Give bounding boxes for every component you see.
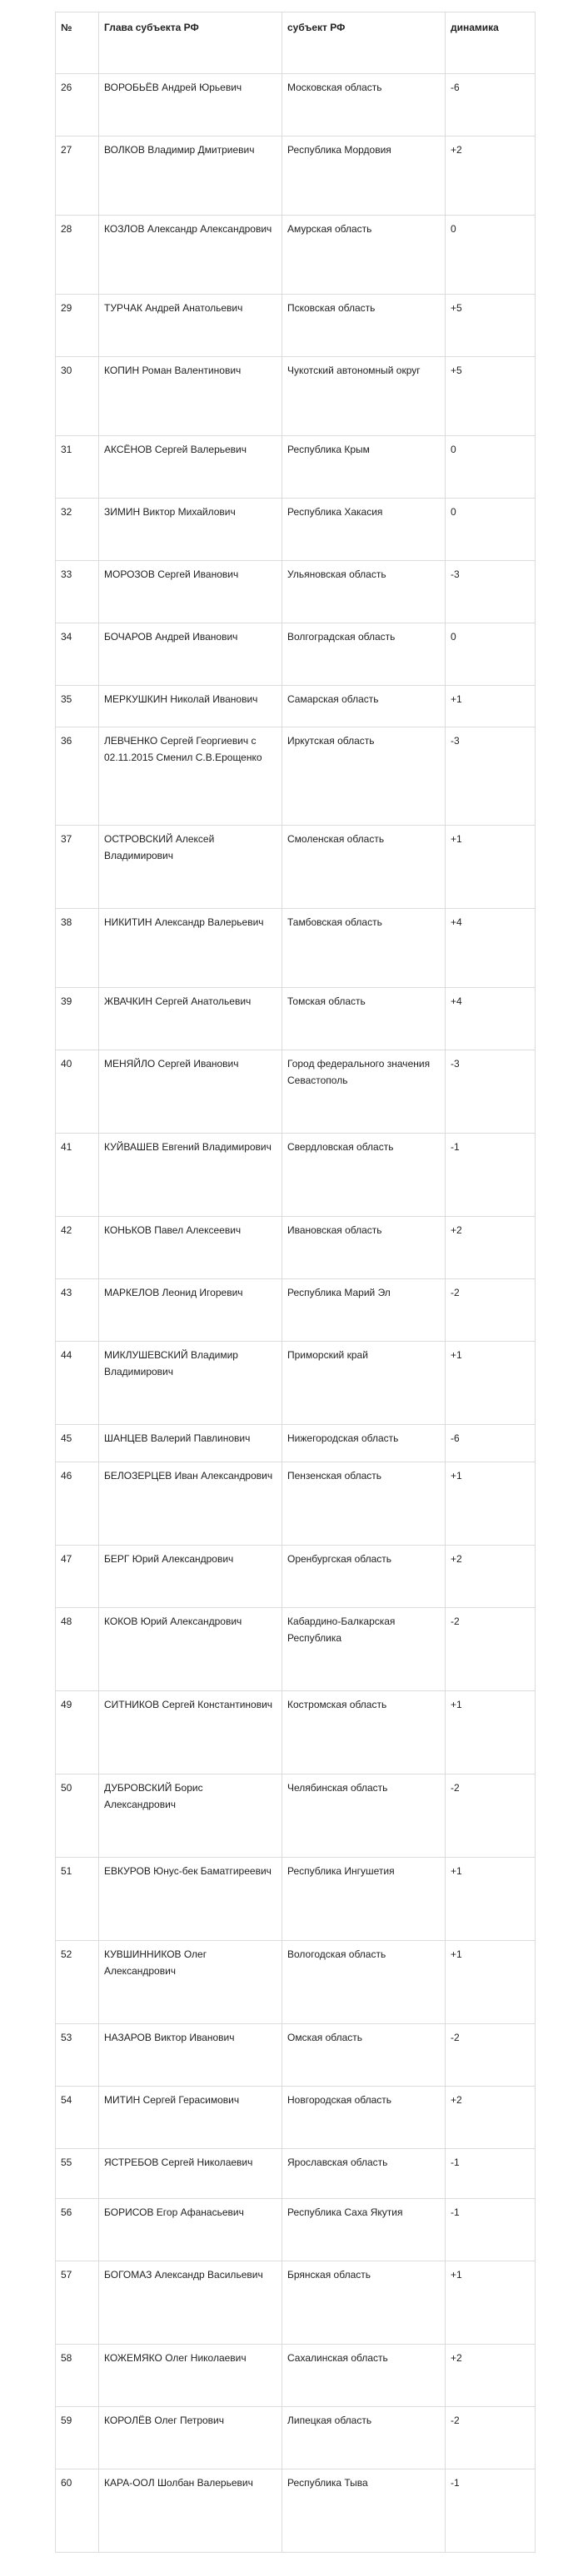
dynamics-cell: +1: [446, 1858, 536, 1941]
dynamics-cell: -3: [446, 1050, 536, 1134]
table-row: [56, 74, 536, 136]
region-cell: Свердловская область: [282, 1134, 446, 1217]
table-row: [56, 623, 536, 686]
table-row: [56, 727, 536, 826]
governor-name-cell: ОСТРОВСКИЙ Алексей Владимирович: [99, 826, 282, 909]
table-row: [56, 988, 536, 1050]
table-row: [56, 1425, 536, 1462]
governor-name-cell: ЗИМИН Виктор Михайлович: [99, 499, 282, 561]
governor-name-cell: МОРОЗОВ Сергей Иванович: [99, 561, 282, 623]
region-cell: Смоленская область: [282, 826, 446, 909]
governor-name-cell: МЕРКУШКИН Николай Иванович: [99, 686, 282, 727]
row-number-cell: 51: [56, 1858, 99, 1941]
governor-name-cell: КОРОЛЁВ Олег Петрович: [99, 2407, 282, 2469]
governor-name-cell: КОНЬКОВ Павел Алексеевич: [99, 1217, 282, 1279]
region-cell: Город федерального значения Севастополь: [282, 1050, 446, 1134]
region-cell: Республика Саха Якутия: [282, 2199, 446, 2261]
row-number-cell: 60: [56, 2469, 99, 2553]
governor-name-cell: БОРИСОВ Егор Афанасьевич: [99, 2199, 282, 2261]
dynamics-cell: -2: [446, 2407, 536, 2469]
governor-name-cell: ШАНЦЕВ Валерий Павлинович: [99, 1425, 282, 1462]
ranking-table-container: [55, 12, 535, 2553]
region-cell: Республика Крым: [282, 436, 446, 499]
table-row: [56, 2345, 536, 2407]
row-number-cell: 55: [56, 2149, 99, 2199]
dynamics-cell: +5: [446, 357, 536, 436]
governors-ranking-table: [55, 12, 536, 2553]
table-row: [56, 1691, 536, 1774]
row-number-cell: 38: [56, 909, 99, 988]
dynamics-cell: +1: [446, 1691, 536, 1774]
region-cell: Самарская область: [282, 686, 446, 727]
region-cell: Челябинская область: [282, 1774, 446, 1858]
region-cell: Брянская область: [282, 2261, 446, 2345]
table-row: [56, 1941, 536, 2024]
dynamics-cell: +5: [446, 295, 536, 357]
row-number-cell: 45: [56, 1425, 99, 1462]
dynamics-cell: -3: [446, 727, 536, 826]
row-number-cell: 43: [56, 1279, 99, 1342]
region-cell: Новгородская область: [282, 2087, 446, 2149]
governor-name-cell: МАРКЕЛОВ Леонид Игоревич: [99, 1279, 282, 1342]
row-number-cell: 48: [56, 1608, 99, 1691]
dynamics-cell: -1: [446, 2469, 536, 2553]
row-number-cell: 28: [56, 216, 99, 295]
table-row: [56, 2407, 536, 2469]
row-number-cell: 46: [56, 1462, 99, 1546]
region-cell: Томская область: [282, 988, 446, 1050]
governor-name-cell: МИТИН Сергей Герасимович: [99, 2087, 282, 2149]
region-cell: Сахалинская область: [282, 2345, 446, 2407]
table-row: [56, 2199, 536, 2261]
governor-name-cell: ЖВАЧКИН Сергей Анатольевич: [99, 988, 282, 1050]
governor-name-cell: ВОЛКОВ Владимир Дмитриевич: [99, 136, 282, 216]
row-number-cell: 52: [56, 1941, 99, 2024]
region-cell: Пензенская область: [282, 1462, 446, 1546]
row-number-cell: 53: [56, 2024, 99, 2087]
region-cell: Нижегородская область: [282, 1425, 446, 1462]
row-number-cell: 58: [56, 2345, 99, 2407]
dynamics-cell: +4: [446, 988, 536, 1050]
table-row: [56, 1546, 536, 1608]
table-row: [56, 909, 536, 988]
dynamics-cell: -2: [446, 2024, 536, 2087]
dynamics-cell: 0: [446, 623, 536, 686]
governor-name-cell: БОГОМАЗ Александр Васильевич: [99, 2261, 282, 2345]
row-number-cell: 37: [56, 826, 99, 909]
region-cell: Псковская область: [282, 295, 446, 357]
governor-name-cell: КАРА-ООЛ Шолбан Валерьевич: [99, 2469, 282, 2553]
row-number-cell: 42: [56, 1217, 99, 1279]
row-number-cell: 50: [56, 1774, 99, 1858]
dynamics-cell: -6: [446, 74, 536, 136]
dynamics-cell: +2: [446, 1217, 536, 1279]
table-row: [56, 1050, 536, 1134]
table-row: [56, 436, 536, 499]
region-cell: Республика Тыва: [282, 2469, 446, 2553]
dynamics-cell: +2: [446, 136, 536, 216]
row-number-cell: 34: [56, 623, 99, 686]
dynamics-cell: -1: [446, 2149, 536, 2199]
region-cell: Оренбургская область: [282, 1546, 446, 1608]
dynamics-cell: -2: [446, 1279, 536, 1342]
governor-name-cell: НАЗАРОВ Виктор Иванович: [99, 2024, 282, 2087]
governor-name-cell: ЯСТРЕБОВ Сергей Николаевич: [99, 2149, 282, 2199]
row-number-cell: 40: [56, 1050, 99, 1134]
row-number-cell: 30: [56, 357, 99, 436]
governor-name-cell: БЕРГ Юрий Александрович: [99, 1546, 282, 1608]
dynamics-cell: +1: [446, 826, 536, 909]
row-number-cell: 36: [56, 727, 99, 826]
table-row: [56, 1608, 536, 1691]
table-row: [56, 357, 536, 436]
governor-name-cell: БОЧАРОВ Андрей Иванович: [99, 623, 282, 686]
region-cell: Иркутская область: [282, 727, 446, 826]
table-row: [56, 1217, 536, 1279]
row-number-cell: 49: [56, 1691, 99, 1774]
row-number-cell: 27: [56, 136, 99, 216]
table-row: [56, 216, 536, 295]
governor-name-cell: БЕЛОЗЕРЦЕВ Иван Александрович: [99, 1462, 282, 1546]
table-row: [56, 295, 536, 357]
row-number-cell: 29: [56, 295, 99, 357]
dynamics-cell: 0: [446, 436, 536, 499]
table-row: [56, 1858, 536, 1941]
table-row: [56, 499, 536, 561]
row-number-cell: 32: [56, 499, 99, 561]
region-cell: Ярославская область: [282, 2149, 446, 2199]
table-row: [56, 1279, 536, 1342]
dynamics-cell: -1: [446, 2199, 536, 2261]
dynamics-cell: 0: [446, 216, 536, 295]
header-region: субъект РФ: [282, 12, 446, 74]
region-cell: Липецкая область: [282, 2407, 446, 2469]
table-body: [56, 74, 536, 2553]
row-number-cell: 41: [56, 1134, 99, 1217]
table-header-row: [56, 12, 536, 74]
governor-name-cell: МЕНЯЙЛО Сергей Иванович: [99, 1050, 282, 1134]
table-row: [56, 2469, 536, 2553]
table-row: [56, 561, 536, 623]
governor-name-cell: АКСЁНОВ Сергей Валерьевич: [99, 436, 282, 499]
dynamics-cell: -6: [446, 1425, 536, 1462]
governor-name-cell: КУЙВАШЕВ Евгений Владимирович: [99, 1134, 282, 1217]
table-row: [56, 2024, 536, 2087]
region-cell: Ивановская область: [282, 1217, 446, 1279]
dynamics-cell: +2: [446, 2345, 536, 2407]
table-row: [56, 1774, 536, 1858]
table-row: [56, 2261, 536, 2345]
table-row: [56, 1462, 536, 1546]
row-number-cell: 33: [56, 561, 99, 623]
dynamics-cell: +4: [446, 909, 536, 988]
table-row: [56, 1342, 536, 1425]
governor-name-cell: КОКОВ Юрий Александрович: [99, 1608, 282, 1691]
row-number-cell: 39: [56, 988, 99, 1050]
row-number-cell: 54: [56, 2087, 99, 2149]
dynamics-cell: -1: [446, 1134, 536, 1217]
row-number-cell: 31: [56, 436, 99, 499]
region-cell: Республика Ингушетия: [282, 1858, 446, 1941]
governor-name-cell: ТУРЧАК Андрей Анатольевич: [99, 295, 282, 357]
table-row: [56, 136, 536, 216]
region-cell: Республика Хакасия: [282, 499, 446, 561]
dynamics-cell: +1: [446, 1462, 536, 1546]
row-number-cell: 35: [56, 686, 99, 727]
dynamics-cell: +1: [446, 1941, 536, 2024]
region-cell: Костромская область: [282, 1691, 446, 1774]
region-cell: Кабардино-Балкарская Республика: [282, 1608, 446, 1691]
governor-name-cell: ЕВКУРОВ Юнус-бек Баматгиреевич: [99, 1858, 282, 1941]
table-row: [56, 826, 536, 909]
region-cell: Республика Марий Эл: [282, 1279, 446, 1342]
dynamics-cell: +2: [446, 1546, 536, 1608]
header-governor: Глава субъекта РФ: [99, 12, 282, 74]
governor-name-cell: КУВШИННИКОВ Олег Александрович: [99, 1941, 282, 2024]
governor-name-cell: КОПИН Роман Валентинович: [99, 357, 282, 436]
region-cell: Амурская область: [282, 216, 446, 295]
row-number-cell: 26: [56, 74, 99, 136]
region-cell: Тамбовская область: [282, 909, 446, 988]
table-row: [56, 686, 536, 727]
row-number-cell: 47: [56, 1546, 99, 1608]
dynamics-cell: +1: [446, 686, 536, 727]
dynamics-cell: +2: [446, 2087, 536, 2149]
dynamics-cell: -2: [446, 1774, 536, 1858]
governor-name-cell: НИКИТИН Александр Валерьевич: [99, 909, 282, 988]
region-cell: Ульяновская область: [282, 561, 446, 623]
governor-name-cell: ЛЕВЧЕНКО Сергей Георгиевич с 02.11.2015 Сменил С.В.Ерощенко: [99, 727, 282, 826]
header-number: №: [56, 12, 99, 74]
dynamics-cell: -3: [446, 561, 536, 623]
region-cell: Приморский край: [282, 1342, 446, 1425]
dynamics-cell: +1: [446, 1342, 536, 1425]
governor-name-cell: СИТНИКОВ Сергей Константинович: [99, 1691, 282, 1774]
dynamics-cell: -2: [446, 1608, 536, 1691]
governor-name-cell: ДУБРОВСКИЙ Борис Александрович: [99, 1774, 282, 1858]
row-number-cell: 57: [56, 2261, 99, 2345]
header-dynamics: динамика: [446, 12, 536, 74]
region-cell: Московская область: [282, 74, 446, 136]
region-cell: Омская область: [282, 2024, 446, 2087]
governor-name-cell: КОЗЛОВ Александр Александрович: [99, 216, 282, 295]
row-number-cell: 56: [56, 2199, 99, 2261]
region-cell: Волгоградская область: [282, 623, 446, 686]
governor-name-cell: КОЖЕМЯКО Олег Николаевич: [99, 2345, 282, 2407]
table-row: [56, 2087, 536, 2149]
region-cell: Вологодская область: [282, 1941, 446, 2024]
dynamics-cell: +1: [446, 2261, 536, 2345]
region-cell: Республика Мордовия: [282, 136, 446, 216]
region-cell: Чукотский автономный округ: [282, 357, 446, 436]
dynamics-cell: 0: [446, 499, 536, 561]
governor-name-cell: МИКЛУШЕВСКИЙ Владимир Владимирович: [99, 1342, 282, 1425]
row-number-cell: 59: [56, 2407, 99, 2469]
table-row: [56, 1134, 536, 1217]
table-row: [56, 2149, 536, 2199]
governor-name-cell: ВОРОБЬЁВ Андрей Юрьевич: [99, 74, 282, 136]
row-number-cell: 44: [56, 1342, 99, 1425]
